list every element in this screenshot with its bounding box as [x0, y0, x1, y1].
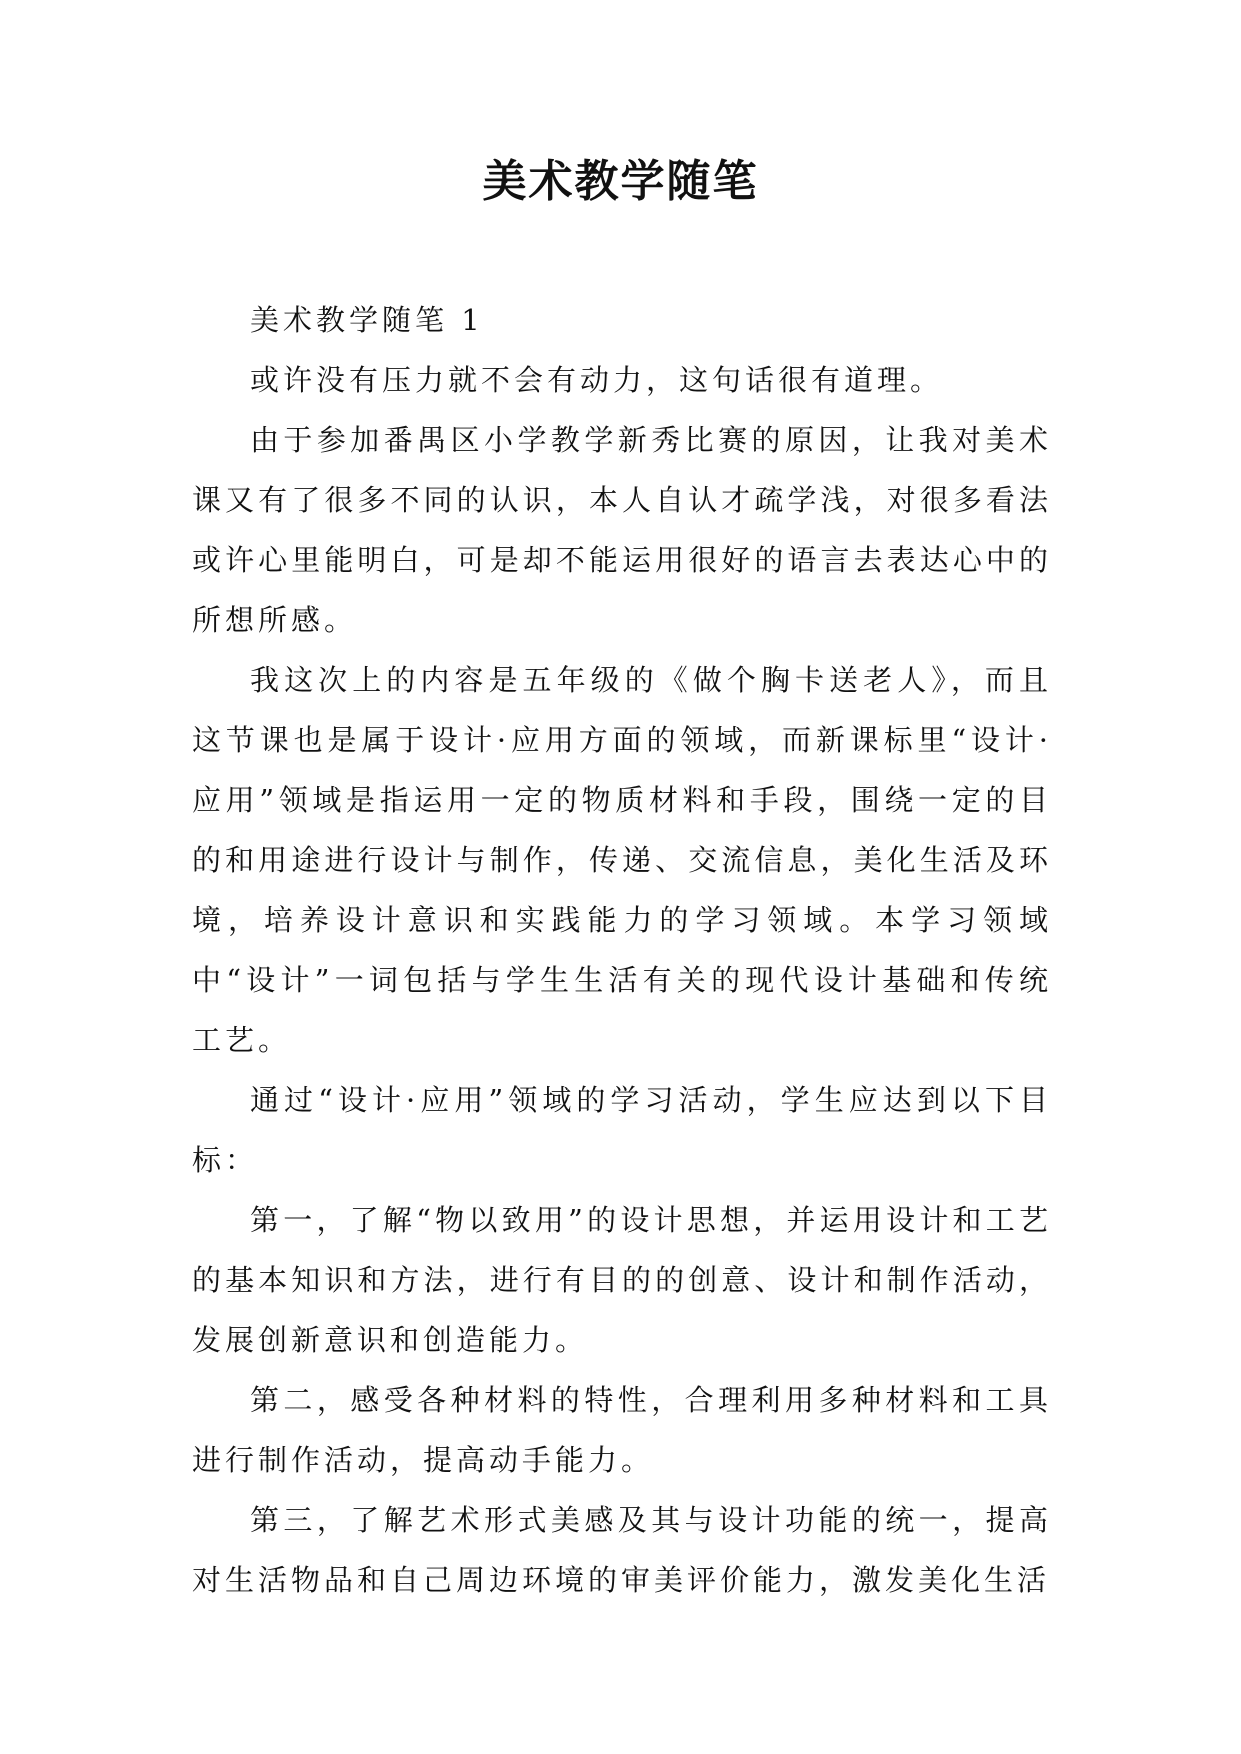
document-title: 美术教学随笔	[482, 156, 759, 207]
paragraph: 第一，了解“物以致用”的设计思想，并运用设计和工艺的基本知识和方法，进行有目的的创意、设计和制作活动，发展创新意识和创造能力。	[192, 1203, 1052, 1357]
paragraph: 由于参加番禺区小学教学新秀比赛的原因，让我对美术课又有了很多不同的认识，本人自认才疏学浅，对很多看法或许心里能明白，可是却不能运用很好的语言去表达心中的所想所感。	[192, 423, 1052, 637]
paragraph: 通过“设计·应用”领域的学习活动，学生应达到以下目标：	[192, 1083, 1052, 1177]
paragraph: 我这次上的内容是五年级的《做个胸卡送老人》，而且这节课也是属于设计·应用方面的领域，而新课标里“设计·应用”领域是指运用一定的物质材料和手段，围绕一定的目的和用途进行设计与制作，传递、交流信息，美化生活及环境，培养设计意识和实践能力的学习领域。本学习领域中“设计”一词包括与学生生活有关的现代设计基础和传统工艺。	[192, 663, 1052, 1057]
paragraph: 第二，感受各种材料的特性，合理利用多种材料和工具进行制作活动，提高动手能力。	[192, 1383, 1052, 1477]
document-body	[192, 290, 1052, 1610]
paragraph: 第三，了解艺术形式美感及其与设计功能的统一，提高对生活物品和自己周边环境的审美评价能力，激发美化生活	[192, 1503, 1052, 1597]
section-heading: 美术教学随笔 1	[250, 303, 484, 337]
paragraph: 或许没有压力就不会有动力，这句话很有道理。	[250, 363, 944, 397]
